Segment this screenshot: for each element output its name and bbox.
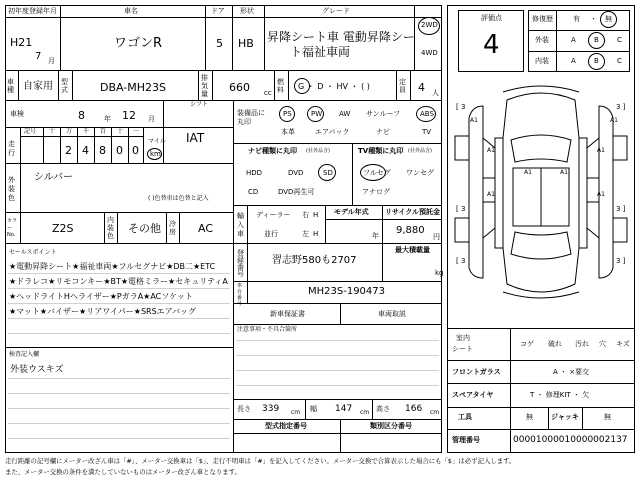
place-kigo: 記号 bbox=[24, 128, 37, 135]
registration-label: 登録番号 bbox=[237, 249, 244, 278]
damage-mark: A1 bbox=[560, 169, 568, 176]
model-value: DBA-MH23S bbox=[100, 81, 167, 94]
inspection-month: 12 bbox=[122, 109, 136, 122]
tv-oneseg: ワンセグ bbox=[406, 169, 434, 177]
equip-airbag: エアバック bbox=[315, 128, 350, 136]
front-glass-label: フロントガラス bbox=[452, 368, 501, 376]
recycle-amount: 9,880 bbox=[396, 225, 425, 236]
sales-point-line: ★ヘッドライトHヘライザー★PガラA★ACソケット bbox=[9, 292, 193, 301]
hand-right: 右 bbox=[302, 211, 309, 219]
width-label: 幅 bbox=[310, 405, 317, 413]
capacity-value: 4 bbox=[418, 81, 425, 94]
inspection-label: 車検 bbox=[10, 110, 24, 118]
bracket-mark: 3 ] bbox=[616, 103, 626, 111]
sales-points-label: セールスポイント bbox=[9, 249, 57, 256]
place-10man: 十 bbox=[49, 128, 56, 135]
displacement-unit: cc bbox=[264, 89, 272, 97]
int-grade-a: A bbox=[571, 57, 576, 65]
mileage-digit: 0 bbox=[132, 144, 139, 157]
navi-label: ナビ種類に丸印 bbox=[248, 147, 297, 155]
first-reg-month: 7 bbox=[35, 51, 42, 62]
mileage-label: 走行 bbox=[8, 140, 15, 157]
hand-left: 左 bbox=[302, 230, 309, 238]
capacity-unit: 人 bbox=[432, 89, 439, 97]
equipment-label: 装備品に丸印 bbox=[237, 109, 265, 126]
equip-ps: PS bbox=[283, 110, 292, 118]
drive-4wd: 4WD bbox=[421, 49, 438, 57]
equip-pw-circle bbox=[307, 106, 324, 122]
tools-value: 無 bbox=[526, 413, 533, 421]
navi-dvd-play: DVD再生可 bbox=[278, 188, 315, 196]
ext-grade-label: 外装 bbox=[535, 36, 549, 44]
sales-point-line: ★電動昇降シート★福祉車両★フルセグナビ★DB二★ETC bbox=[9, 262, 216, 271]
fuel-options: G ・ D ・ HV ・ ( ) bbox=[298, 82, 370, 91]
tv-analog: アナログ bbox=[362, 188, 390, 196]
footer-note-2: また、メーター交換の条件を満たしていないものはメーター改ざん車となります。 bbox=[5, 468, 241, 476]
spare-options: T ・ 修理KIT ・ 欠 bbox=[530, 391, 590, 399]
repair-label: 修復歴 bbox=[532, 15, 553, 23]
inspector-label: 検査記入欄 bbox=[9, 351, 40, 358]
bracket-mark: [ 3 bbox=[456, 103, 466, 111]
tv-sub: (社外品含) bbox=[408, 148, 432, 154]
ext-grade-c: C bbox=[617, 36, 622, 44]
repair-yes: 有 bbox=[573, 15, 580, 23]
damage-mark: A1 bbox=[487, 147, 495, 154]
color-code: Z2S bbox=[52, 222, 74, 235]
mileage-digit: 4 bbox=[82, 144, 89, 157]
mileage-unit: km bbox=[150, 150, 161, 158]
ext-grade-b: B bbox=[594, 36, 599, 44]
capacity-label: 定員 bbox=[399, 78, 406, 94]
first-reg-year: H21 bbox=[10, 36, 33, 49]
car-damage-diagram bbox=[447, 78, 635, 318]
damage-mark: A1 bbox=[610, 117, 618, 124]
import-label: 輸入車 bbox=[237, 212, 244, 238]
navi-sub: (社外品含) bbox=[306, 148, 330, 154]
import-parallel: 並行 bbox=[264, 230, 278, 238]
int-grade-b: B bbox=[594, 57, 599, 65]
grade-label: グレード bbox=[322, 7, 350, 15]
equip-sunroof: サンルーフ bbox=[366, 110, 401, 118]
equip-pw: PW bbox=[311, 110, 323, 118]
int-grade-circle bbox=[588, 53, 605, 70]
management-number: 00001000010000002137 bbox=[513, 435, 628, 445]
interior-label: 内装色 bbox=[107, 216, 114, 240]
navi-sd: SD bbox=[323, 169, 333, 177]
exterior-color: シルバー bbox=[34, 172, 74, 183]
interior-color: その他 bbox=[128, 222, 161, 235]
width-unit: cm bbox=[360, 409, 370, 416]
equip-aw: AW bbox=[339, 110, 351, 118]
inspection-year-unit: 年 bbox=[104, 115, 111, 123]
place-juu: 十 bbox=[117, 128, 124, 135]
place-ichi: 一 bbox=[133, 128, 140, 135]
first-reg-label: 初年度登録年月 bbox=[8, 7, 57, 15]
bracket-mark: 3 ] bbox=[616, 205, 626, 213]
front-glass-options: A ・ ×要交 bbox=[553, 368, 590, 376]
management-label: 管理番号 bbox=[452, 436, 480, 444]
bracket-mark: [ 3 bbox=[456, 257, 466, 265]
length-unit: cm bbox=[291, 409, 301, 416]
place-man: 万 bbox=[66, 128, 73, 135]
length-label: 長さ bbox=[237, 405, 251, 413]
model-year-label: モデル年式 bbox=[334, 208, 369, 216]
score-label: 評価点 bbox=[481, 14, 502, 22]
bracket-mark: 3 ] bbox=[616, 257, 626, 265]
car-name: ワゴンR bbox=[114, 36, 163, 51]
manual-label: 車両取説 bbox=[378, 310, 406, 318]
equip-tv: TV bbox=[422, 128, 432, 136]
door-label: ドア bbox=[211, 7, 225, 15]
mile-label: マイル bbox=[148, 138, 166, 145]
recycle-label: リサイクル預託金 bbox=[385, 208, 441, 216]
place-sen: 千 bbox=[83, 128, 90, 135]
doors-value: 5 bbox=[216, 37, 223, 50]
fuel-label: 燃料 bbox=[277, 78, 284, 94]
grade-line-1: 昇降シート車 電動昇降シー bbox=[267, 30, 415, 44]
int-grade-c: C bbox=[617, 57, 622, 65]
shift-value: IAT bbox=[186, 131, 205, 145]
seat-option: 汚れ bbox=[575, 340, 589, 348]
seat-label-2: シート bbox=[452, 345, 473, 353]
spare-label: スペアタイヤ bbox=[452, 391, 494, 399]
inspection-year: 8 bbox=[78, 109, 85, 122]
ac-label: 冷房 bbox=[169, 220, 176, 236]
mileage-digit: 8 bbox=[99, 144, 106, 157]
tv-label: TV種類に丸印 bbox=[358, 147, 404, 155]
displacement-label: 排気量 bbox=[201, 74, 208, 98]
height-label: 高さ bbox=[376, 405, 390, 413]
damage-mark: A1 bbox=[524, 169, 532, 176]
reg-type-label: 車種 bbox=[7, 78, 14, 94]
navi-hdd: HDD bbox=[246, 169, 263, 177]
load-label: 最大積載量 bbox=[395, 246, 430, 254]
recycle-yen: 円 bbox=[433, 233, 440, 241]
car-name-label: 車名 bbox=[124, 7, 138, 15]
load-unit: kg bbox=[435, 269, 444, 277]
place-hyaku: 百 bbox=[100, 128, 107, 135]
drive-2wd: 2WD bbox=[421, 21, 438, 29]
damage-mark: A1 bbox=[487, 191, 495, 198]
inspection-month-unit: 月 bbox=[148, 115, 155, 123]
warranty-label: 新車保証書 bbox=[270, 310, 305, 318]
repair-circle bbox=[600, 11, 617, 28]
jack-value: 無 bbox=[604, 413, 611, 421]
repair-sep: ・ bbox=[590, 15, 597, 23]
footer-note-1: 走行距離の記号欄にメーター改ざん車は「#」、メーター交換車は「$」、走行不明車は「#」を記入してください。メーター交換で合算表示した場合にも「$」は必ず記入します。 bbox=[5, 457, 516, 465]
tv-fullseg: フルセグ bbox=[363, 169, 391, 177]
bracket-mark: [ 3 bbox=[456, 205, 466, 213]
exterior-note: ( )色替車は色替と記入 bbox=[148, 195, 209, 202]
ac-value: AC bbox=[198, 222, 214, 235]
seat-option: キズ bbox=[616, 340, 630, 348]
equip-abs: ABS bbox=[420, 110, 434, 118]
damage-mark: A1 bbox=[597, 147, 605, 154]
grade-line-2: ト福祉車両 bbox=[290, 45, 351, 59]
shape-value: HB bbox=[238, 37, 254, 50]
notes-label: 注意事項・不具合箇所 bbox=[237, 326, 298, 333]
int-grade-label: 内装 bbox=[535, 57, 549, 65]
seat-option: コゲ bbox=[520, 340, 534, 348]
fuel-circle bbox=[294, 78, 310, 94]
shift-label: シフト bbox=[190, 101, 209, 108]
chassis-label: 車台番号 bbox=[237, 283, 243, 307]
registration-number: 習志野580も2707 bbox=[272, 255, 357, 266]
displacement-value: 660 bbox=[229, 81, 250, 94]
navi-dvd: DVD bbox=[288, 169, 304, 177]
hand-left-unit: H bbox=[313, 230, 319, 238]
damage-mark: A1 bbox=[597, 191, 605, 198]
jack-label: ジャッキ bbox=[551, 413, 579, 421]
shape-label: 形状 bbox=[240, 7, 254, 15]
tools-label: 工具 bbox=[458, 413, 472, 421]
length-value: 339 bbox=[262, 404, 280, 414]
chassis-number: MH23S-190473 bbox=[308, 286, 386, 297]
score-value: 4 bbox=[483, 30, 500, 60]
exterior-label: 外装色 bbox=[8, 176, 15, 202]
equip-navi: ナビ bbox=[376, 128, 390, 136]
tv-fullseg-circle bbox=[360, 164, 386, 181]
seat-option: 破れ bbox=[548, 340, 562, 348]
mileage-digit: 2 bbox=[65, 144, 72, 157]
color-code-label: カラー No. bbox=[7, 218, 18, 238]
type-designation-label: 型式指定番号 bbox=[265, 422, 307, 430]
ext-grade-a: A bbox=[571, 36, 576, 44]
category-label: 類別区分番号 bbox=[370, 422, 412, 430]
model-year-unit: 年 bbox=[372, 232, 379, 240]
height-value: 166 bbox=[405, 404, 423, 414]
sales-point-line: ★ドラレコ★リモコンキー★BT★電格ミラー★セキュリティA bbox=[9, 277, 228, 286]
seat-label-1: 室内 bbox=[456, 334, 470, 342]
seat-option: 穴 bbox=[599, 340, 606, 348]
month-unit: 月 bbox=[48, 57, 55, 65]
equip-leather: 本革 bbox=[281, 128, 295, 136]
sales-point-line: ★マット★バイザー★リアワイパー★SRSエアバッグ bbox=[9, 307, 197, 316]
import-dealer: ディーラー bbox=[256, 211, 291, 219]
damage-mark: A1 bbox=[470, 117, 478, 124]
navi-cd: CD bbox=[248, 188, 259, 196]
height-unit: cm bbox=[430, 409, 440, 416]
ext-grade-circle bbox=[588, 32, 605, 49]
model-label: 型式 bbox=[61, 78, 68, 94]
inspector-note: 外装ウスキズ bbox=[10, 365, 64, 375]
equip-ps-circle bbox=[279, 106, 295, 122]
equip-abs-circle bbox=[416, 106, 436, 122]
reg-type: 自家用 bbox=[23, 81, 53, 92]
repair-no: 無 bbox=[605, 15, 612, 23]
width-value: 147 bbox=[335, 404, 353, 414]
navi-sd-circle bbox=[318, 164, 336, 181]
hand-right-unit: H bbox=[313, 211, 319, 219]
mileage-digit: 0 bbox=[116, 144, 123, 157]
